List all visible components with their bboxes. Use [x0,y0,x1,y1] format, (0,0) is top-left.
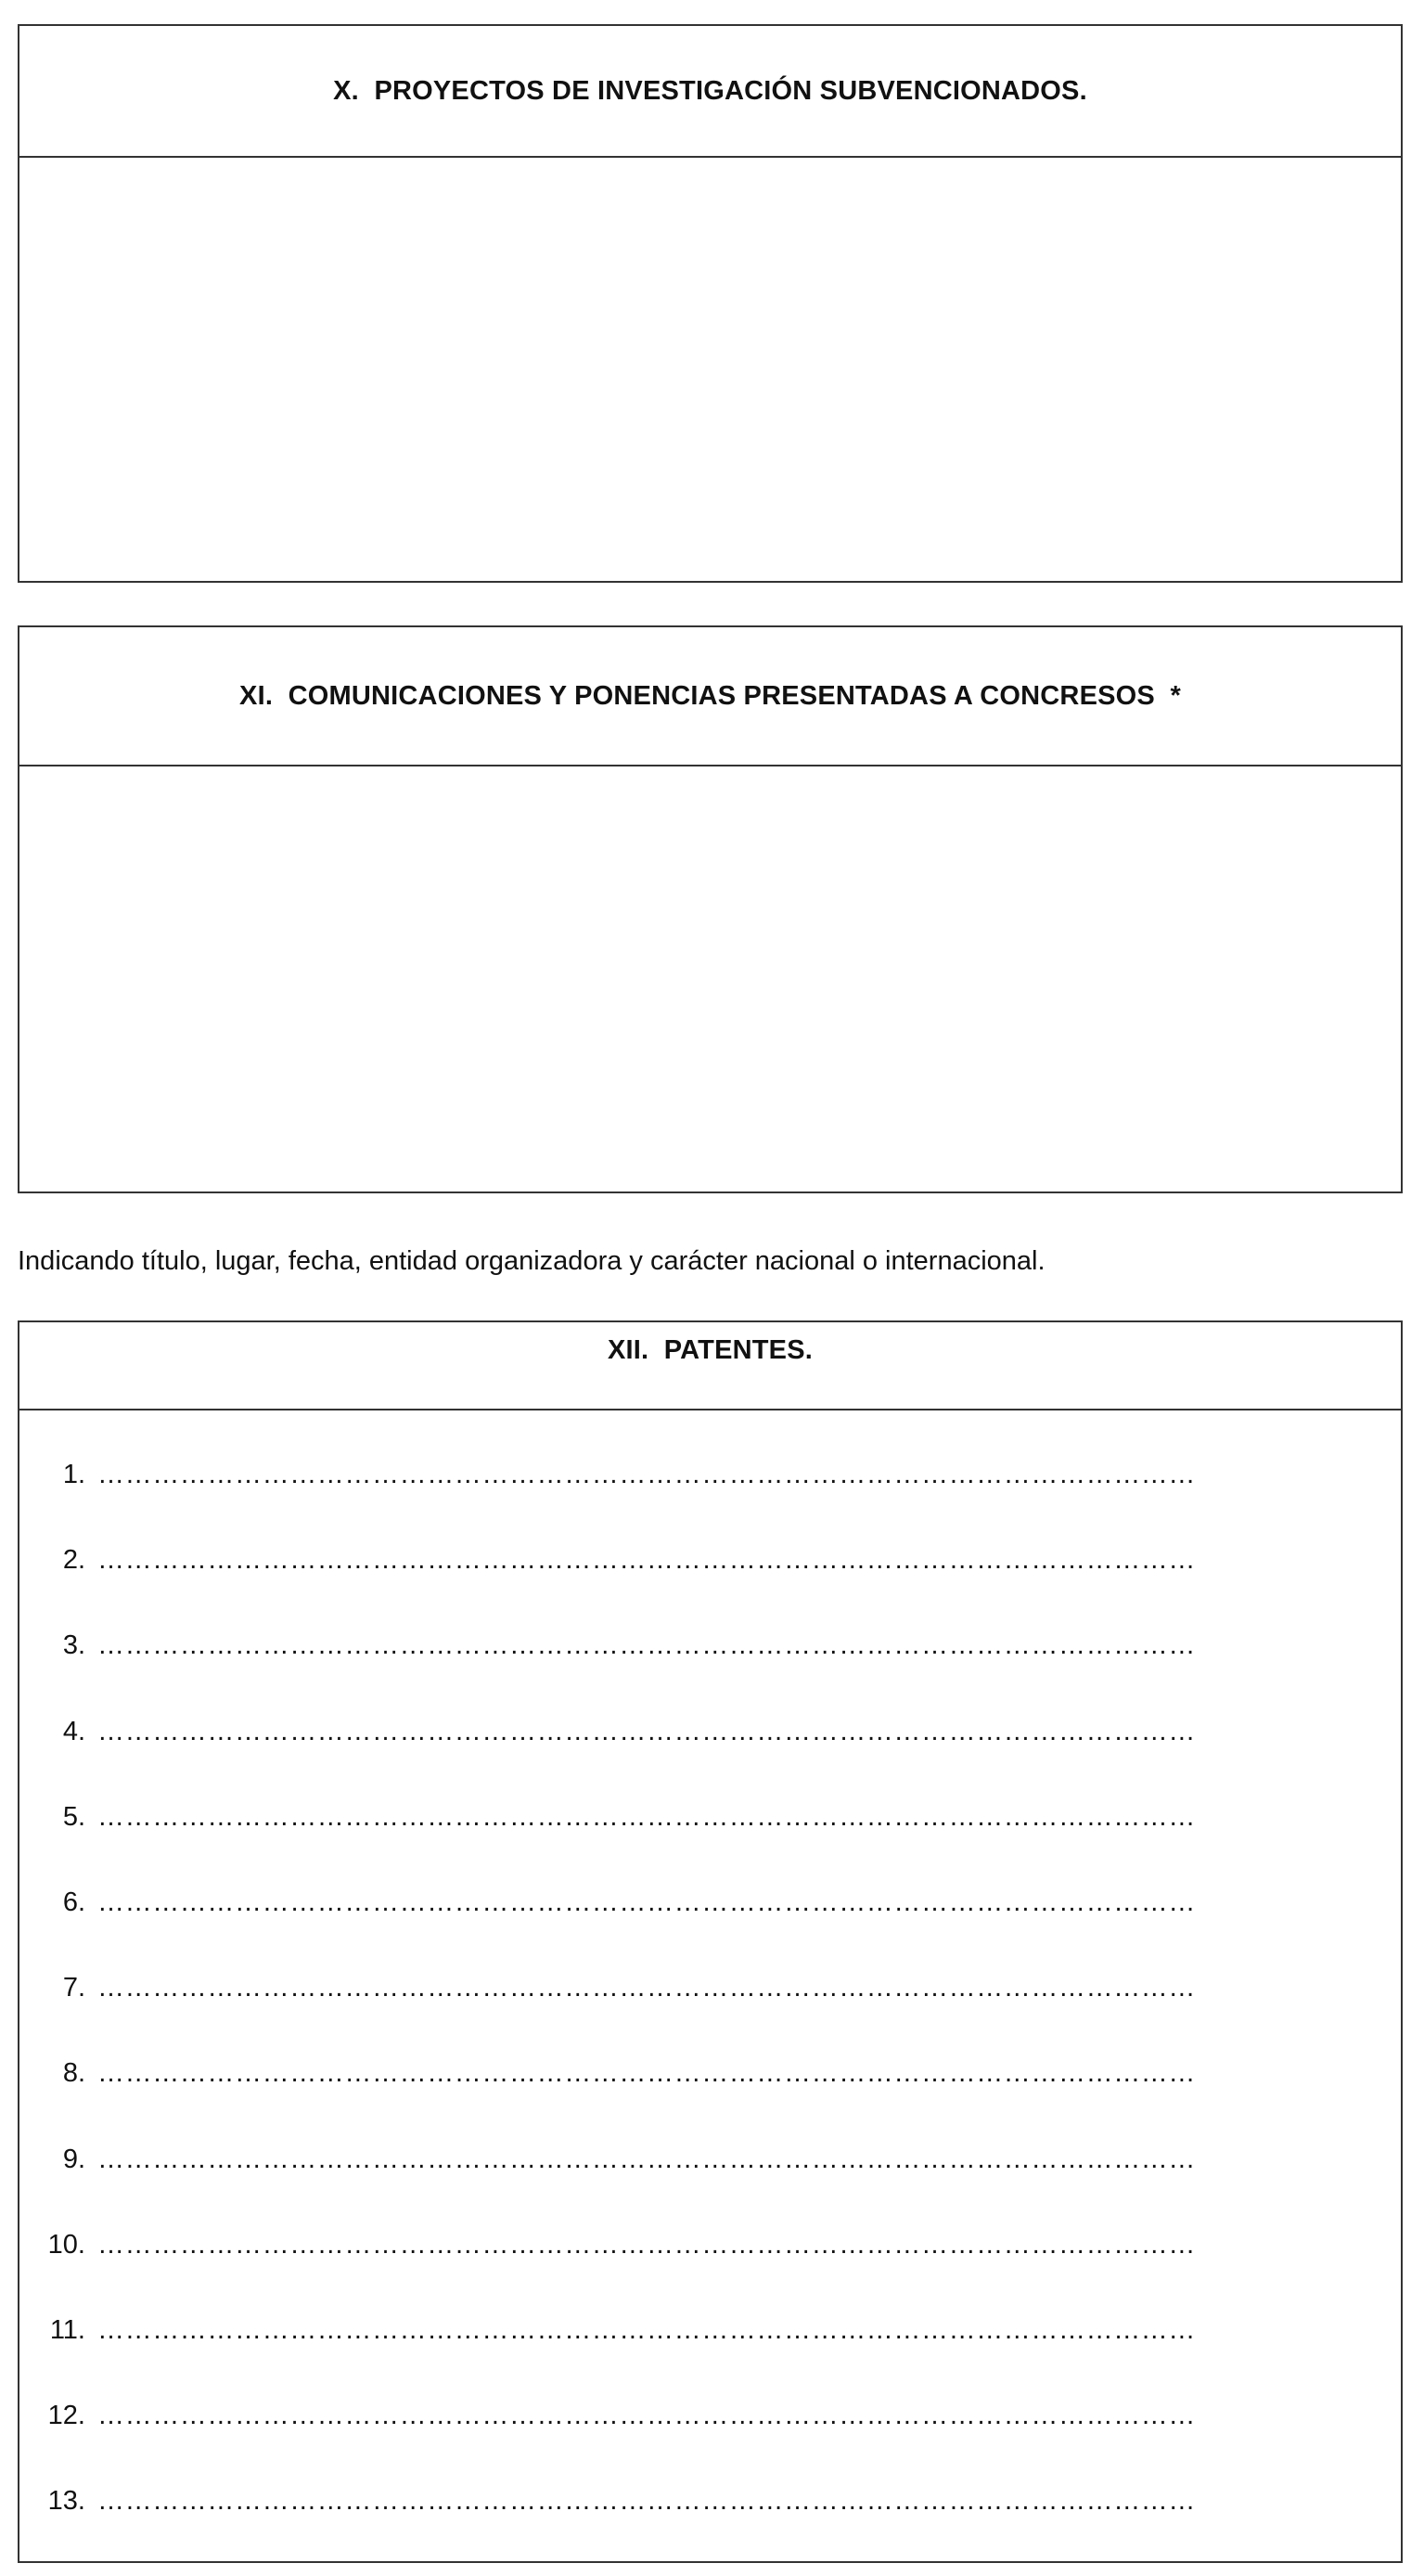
patent-item-7[interactable] [19,1973,1401,2010]
patent-item-fill-line[interactable]: ………………………………………………………………………………………………………… [97,2401,1196,2430]
patent-item-2[interactable] [19,1545,1401,1582]
patent-list [19,1410,1401,2561]
patent-item-fill-line[interactable]: ………………………………………………………………………………………………………… [97,1717,1196,1746]
patent-item-fill-line[interactable]: ………………………………………………………………………………………………………… [97,2486,1196,2516]
patent-item-number: 4. [62,1717,85,1746]
patent-item-number: 6. [62,1887,85,1917]
patent-item-number: 3. [62,1630,85,1660]
section-xii-header [19,1322,1401,1410]
patent-item-6[interactable] [19,1887,1401,1925]
patent-item-11[interactable] [19,2315,1401,2352]
patent-item-8[interactable] [19,2058,1401,2095]
patent-item-13[interactable] [19,2486,1401,2523]
section-xii-box [18,1320,1403,2563]
patent-item-5[interactable] [19,1802,1401,1839]
section-x-title: X. PROYECTOS DE INVESTIGACIÓN SUBVENCIONADOS. [333,75,1087,106]
patent-item-3[interactable] [19,1630,1401,1668]
patent-item-number: 9. [62,2145,85,2174]
patent-item-number: 1. [62,1460,85,1489]
patent-item-4[interactable] [19,1717,1401,1754]
patent-item-number: 12. [47,2401,85,2430]
patent-item-fill-line[interactable]: ………………………………………………………………………………………………………… [97,1973,1196,2003]
patent-item-number: 8. [62,2058,85,2088]
patent-item-10[interactable] [19,2230,1401,2267]
patent-item-fill-line[interactable]: ………………………………………………………………………………………………………… [97,1630,1196,1660]
patent-item-fill-line[interactable]: ………………………………………………………………………………………………………… [97,2230,1196,2260]
patent-item-9[interactable] [19,2145,1401,2182]
section-xi-footnote: Indicando título, lugar, fecha, entidad organizadora y carácter nacional o internacional. [18,1246,1046,1276]
patent-item-fill-line[interactable]: ………………………………………………………………………………………………………… [97,2058,1196,2088]
section-x-box [18,24,1403,583]
patent-item-number: 11. [49,2315,85,2345]
section-x-header [19,26,1401,158]
patent-item-1[interactable] [19,1460,1401,1497]
patent-item-fill-line[interactable]: ………………………………………………………………………………………………………… [97,2315,1196,2345]
patent-item-number: 2. [62,1545,85,1575]
section-xi-box [18,625,1403,1193]
section-x-content-area[interactable] [19,158,1401,581]
section-xii-title: XII. PATENTES. [607,1335,814,1365]
patent-item-12[interactable] [19,2401,1401,2438]
patent-item-number: 5. [62,1802,85,1832]
patent-item-number: 10. [47,2230,85,2260]
section-xi-content-area[interactable] [19,766,1401,1191]
patent-item-number: 13. [47,2486,85,2516]
patent-item-fill-line[interactable]: ………………………………………………………………………………………………………… [97,1887,1196,1917]
patent-item-fill-line[interactable]: ………………………………………………………………………………………………………… [97,1460,1196,1489]
section-xi-header [19,627,1401,766]
patent-item-fill-line[interactable]: ………………………………………………………………………………………………………… [97,2145,1196,2174]
patent-item-fill-line[interactable]: ………………………………………………………………………………………………………… [97,1545,1196,1575]
section-xi-title: XI. COMUNICACIONES Y PONENCIAS PRESENTADAS A CONCRESOS * [239,680,1181,711]
patent-item-fill-line[interactable]: ………………………………………………………………………………………………………… [97,1802,1196,1832]
patent-item-number: 7. [62,1973,85,2003]
